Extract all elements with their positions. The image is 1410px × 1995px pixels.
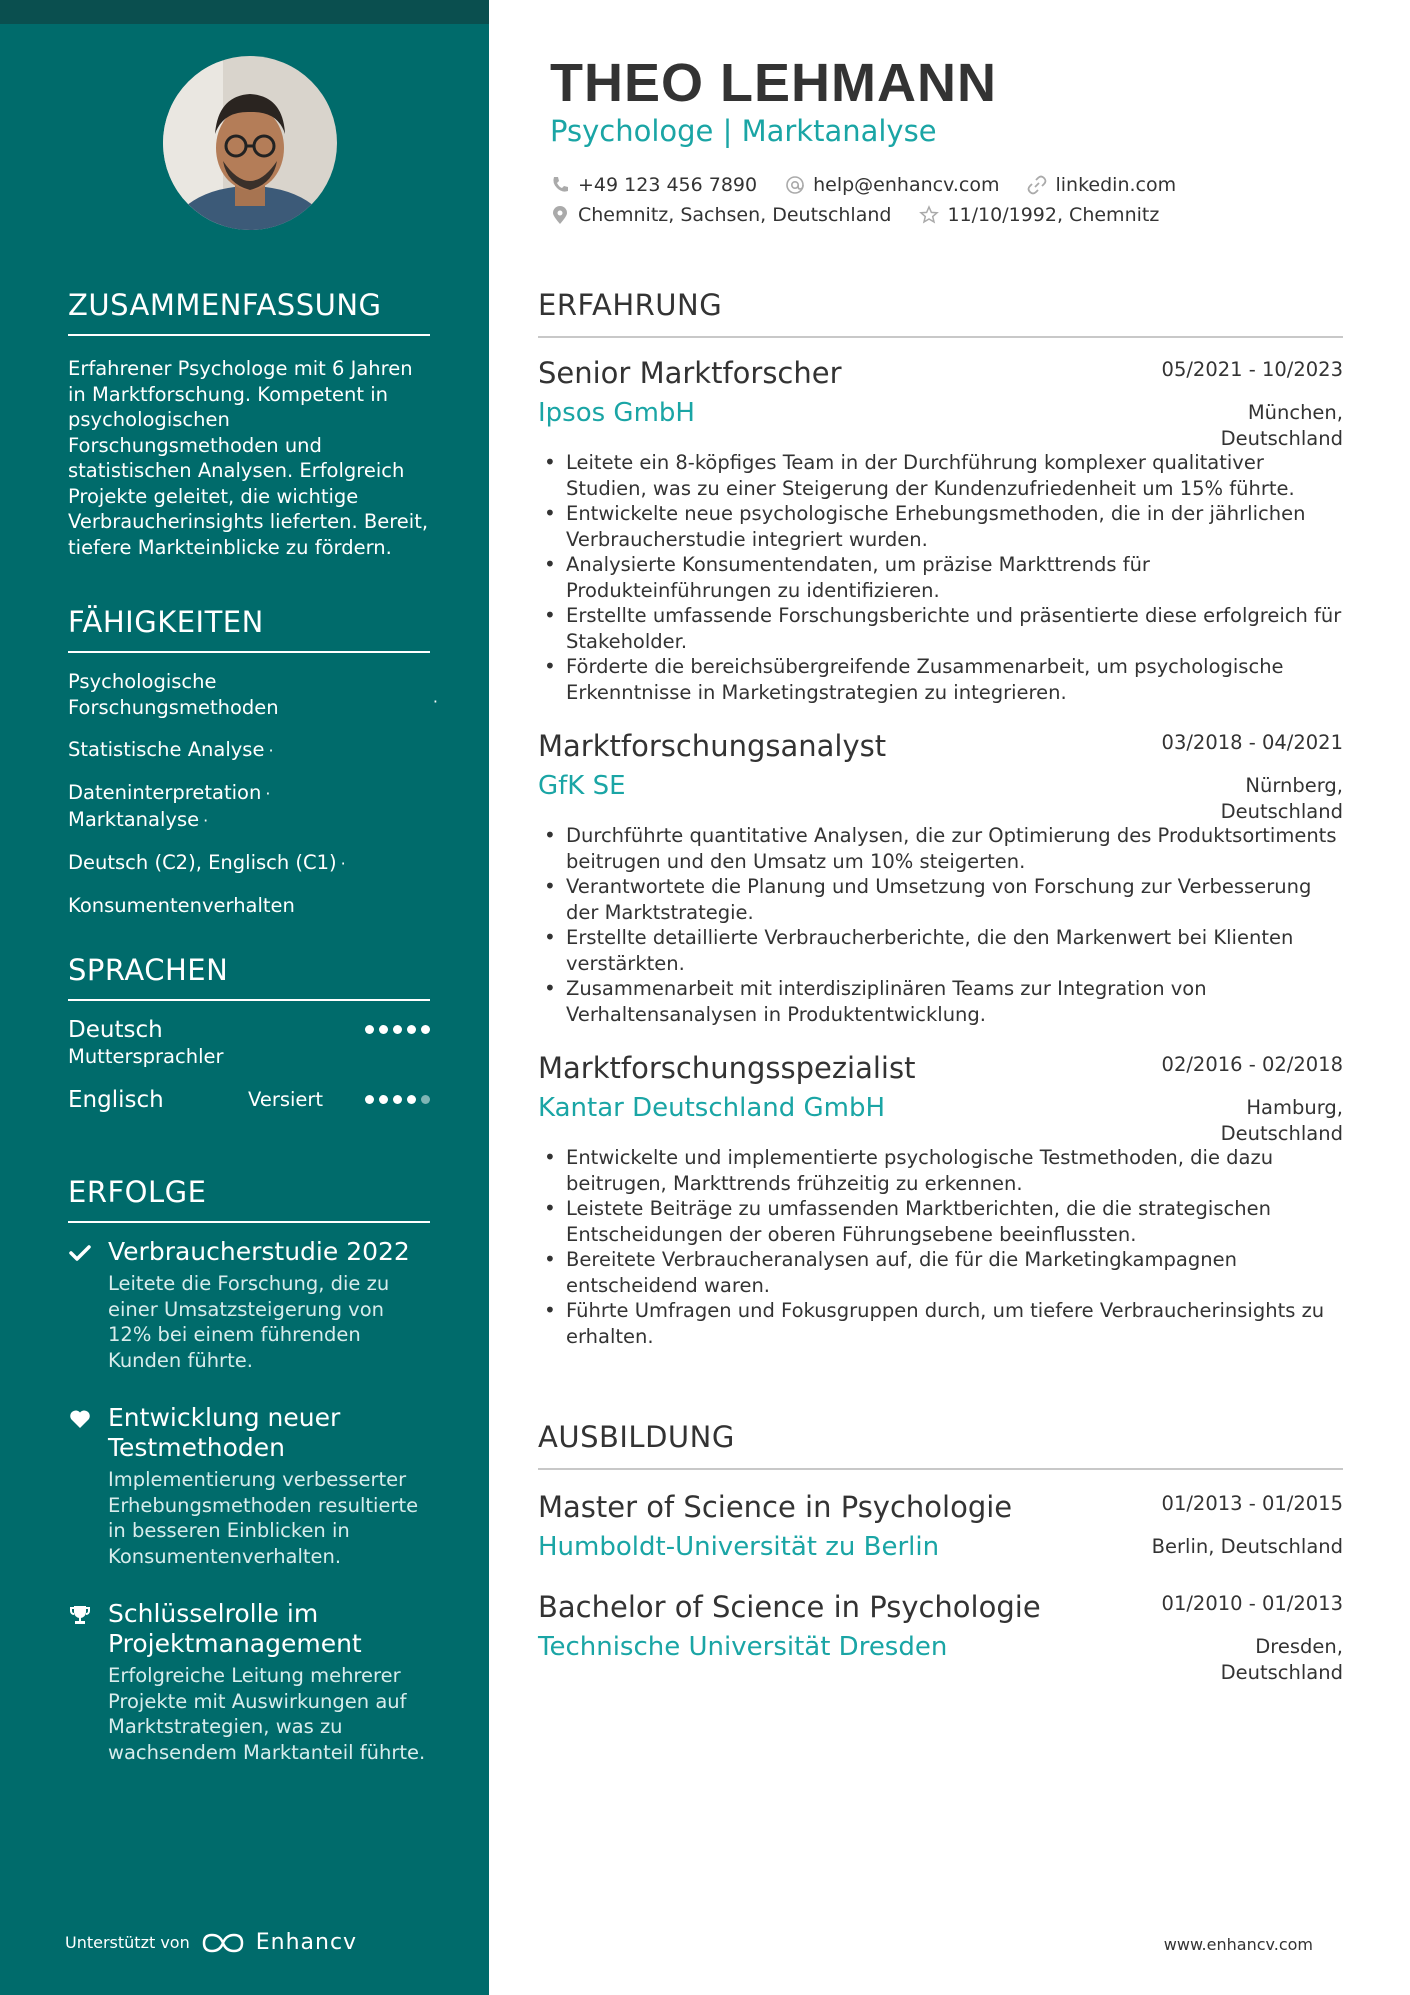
candidate-name: THEO LEHMANN (550, 53, 997, 113)
rating-dot (393, 1095, 402, 1104)
skills-list (68, 669, 438, 919)
rating-dot (365, 1095, 374, 1104)
contact-location: Chemnitz, Sachsen, Deutschland (550, 204, 891, 226)
languages-title: SPRACHEN (68, 953, 430, 1001)
contact-phone[interactable]: +49 123 456 7890 (550, 174, 757, 196)
enhancv-logo-icon (200, 1931, 246, 1955)
education-title: AUSBILDUNG (538, 1420, 1343, 1470)
trophy-icon (68, 1603, 92, 1627)
footer-url[interactable]: www.enhancv.com (1163, 1935, 1313, 1954)
language-item: Englisch Versiert (68, 1085, 430, 1155)
language-rating (365, 1095, 430, 1104)
skills-title: FÄHIGKEITEN (68, 605, 430, 653)
contact-info (550, 170, 1176, 230)
check-icon (68, 1241, 92, 1265)
summary-title: ZUSAMMENFASSUNG (68, 288, 430, 336)
star-icon (919, 205, 939, 225)
phone-icon (550, 175, 570, 195)
education-entry: Bachelor of Science in Psychologie 01/2010 - 01/2013 Technische Universität Dresden Dresden, Deutschland (538, 1590, 1343, 1684)
contact-email[interactable]: help@enhancv.com (785, 174, 999, 196)
job-entry: Marktforschungsspezialist 02/2016 - 02/2018 Kantar Deutschland GmbH Hamburg, Deutschland • Entwickelte und implementierte psychologische Testmethoden, die dazu beitrugen, Markttrends frühzeitig zu erkennen. • Leistete Beiträge zu umfassenden Marktberichten, die die strategischen Entscheidungen der oberen Führungsebene beeinflussten. • Bereitete Verbraucheranalysen auf, die für die Marketingkampagnen entscheidend waren. • Führte Umfragen und Fokusgruppen durch, um tiefere Verbraucherinsights zu erhalten. (538, 1049, 1343, 1349)
contact-linkedin[interactable]: linkedin.com (1027, 174, 1176, 196)
experience-section (538, 288, 1343, 1349)
achievement-item: Schlüsselrolle im Projektmanagement Erfolgreiche Leitung mehrerer Projekte mit Auswirkungen auf Marktstrategien, was zu wachsendem Marktanteil führte. (68, 1599, 430, 1765)
rating-dot (407, 1025, 416, 1034)
rating-dot (379, 1095, 388, 1104)
main-content (538, 0, 1343, 1995)
contact-birth: 11/10/1992, Chemnitz (919, 204, 1159, 226)
sidebar (0, 0, 489, 1995)
skill-item: Psychologische Forschungsmethoden · (68, 670, 438, 719)
skill-item: Deutsch (C2), Englisch (C1) · (68, 851, 346, 874)
job-entry: Marktforschungsanalyst 03/2018 - 04/2021 GfK SE Nürnberg, Deutschland • Durchführte quantitative Analysen, die zur Optimierung des Produktsortiments beitrugen und den Umsatz um 10% steigerten. • Verantwortete die Planung und Umsetzung von Forschung zur Verbesserung der Marktstrategie. • Erstellte detaillierte Verbraucherberichte, die den Markenwert bei Klienten verstärkten. • Zusammenarbeit mit interdisziplinären Teams zur Integration von Verhaltensanalysen in Produktentwicklung. (538, 727, 1343, 1027)
sidebar-top-strip (0, 0, 489, 24)
achievements-section (68, 1175, 430, 1795)
rating-dot (407, 1095, 416, 1104)
job-entry: Senior Marktforscher 05/2021 - 10/2023 Ipsos GmbH München, Deutschland • Leitete ein 8-köpfiges Team in der Durchführung komplexer qualitativer Studien, was zu einer Steigerung der Kundenzufriedenheit um 15% führte. • Entwickelte neue psychologische Erhebungsmethoden, die in der jährlichen Verbraucherstudie integriert wurden. • Analysierte Konsumentendaten, um präzise Markttrends für Produkteinführungen zu identifizieren. • Erstellte umfassende Forschungsberichte und präsentierte diese erfolgreich für Stakeholder. • Förderte die bereichsübergreifende Zusammenarbeit, um psychologische Erkenntnisse in Marketingstrategien zu integrieren. (538, 354, 1343, 705)
skill-item: Statistische Analyse · (68, 738, 274, 761)
experience-title: ERFAHRUNG (538, 288, 1343, 338)
link-icon (1027, 175, 1047, 195)
job-bullets: • Leitete ein 8-köpfiges Team in der Durchführung komplexer qualitativer Studien, was zu einer Steigerung der Kundenzufriedenheit um 15% führte. • Entwickelte neue psychologische Erhebungsmethoden, die in der jährlichen Verbraucherstudie integriert wurden. • Analysierte Konsumentendaten, um präzise Markttrends für Produkteinführungen zu identifizieren. • Erstellte umfassende Forschungsberichte und präsentierte diese erfolgreich für Stakeholder. • Förderte die bereichsübergreifende Zusammenarbeit, um psychologische Erkenntnisse in Marketingstrategien zu integrieren. (538, 450, 1343, 705)
rating-dot (379, 1025, 388, 1034)
summary-text: Erfahrener Psychologe mit 6 Jahren in Marktforschung. Kompetent in psychologischen Forschungsmethoden und statistischen Analysen. Erfolgreich Projekte geleitet, die wichtige Verbraucherinsights lieferten. Bereit, tiefere Markteinblicke zu fördern. (68, 357, 429, 559)
location-pin-icon (550, 205, 570, 225)
rating-dot (365, 1025, 374, 1034)
achievement-item: Entwicklung neuer Testmethoden Implementierung verbesserter Erhebungsmethoden resultierte in besseren Einblicken in Konsumentenverhalten. (68, 1403, 430, 1569)
education-section (538, 1420, 1343, 1684)
at-icon (785, 175, 805, 195)
languages-section (68, 953, 430, 1155)
education-entry: Master of Science in Psychologie 01/2013 - 01/2015 Humboldt-Universität zu Berlin Berlin, Deutschland (538, 1490, 1343, 1562)
rating-dot (421, 1025, 430, 1034)
profile-photo (163, 56, 337, 230)
language-item: Deutsch Muttersprachler (68, 1015, 430, 1085)
headline: Psychologe | Marktanalyse (550, 114, 937, 148)
language-rating (365, 1025, 430, 1034)
summary-section (68, 288, 430, 560)
powered-by: Unterstützt von Enhancv (65, 1930, 358, 1955)
job-bullets: • Durchführte quantitative Analysen, die zur Optimierung des Produktsortiments beitrugen und den Umsatz um 10% steigerten. • Verantwortete die Planung und Umsetzung von Forschung zur Verbesserung der Marktstrategie. • Erstellte detaillierte Verbraucherberichte, die den Markenwert bei Klienten verstärkten. • Zusammenarbeit mit interdisziplinären Teams zur Integration von Verhaltensanalysen in Produktentwicklung. (538, 823, 1343, 1027)
rating-dot (393, 1025, 402, 1034)
achievement-item: Verbraucherstudie 2022 Leitete die Forschung, die zu einer Umsatzsteigerung von 12% bei einem führenden Kunden führte. (68, 1237, 430, 1373)
job-bullets: • Entwickelte und implementierte psychologische Testmethoden, die dazu beitrugen, Markttrends frühzeitig zu erkennen. • Leistete Beiträge zu umfassenden Marktberichten, die die strategischen Entscheidungen der oberen Führungsebene beeinflussten. • Bereitete Verbraucheranalysen auf, die für die Marketingkampagnen entscheidend waren. • Führte Umfragen und Fokusgruppen durch, um tiefere Verbraucherinsights zu erhalten. (538, 1145, 1343, 1349)
rating-dot (421, 1095, 430, 1104)
heart-icon (68, 1407, 92, 1431)
skill-item: Konsumentenverhalten (68, 894, 295, 917)
skills-section (68, 605, 438, 935)
achievements-title: ERFOLGE (68, 1175, 430, 1223)
skill-item: Dateninterpretation · Marktanalyse · (68, 781, 271, 831)
